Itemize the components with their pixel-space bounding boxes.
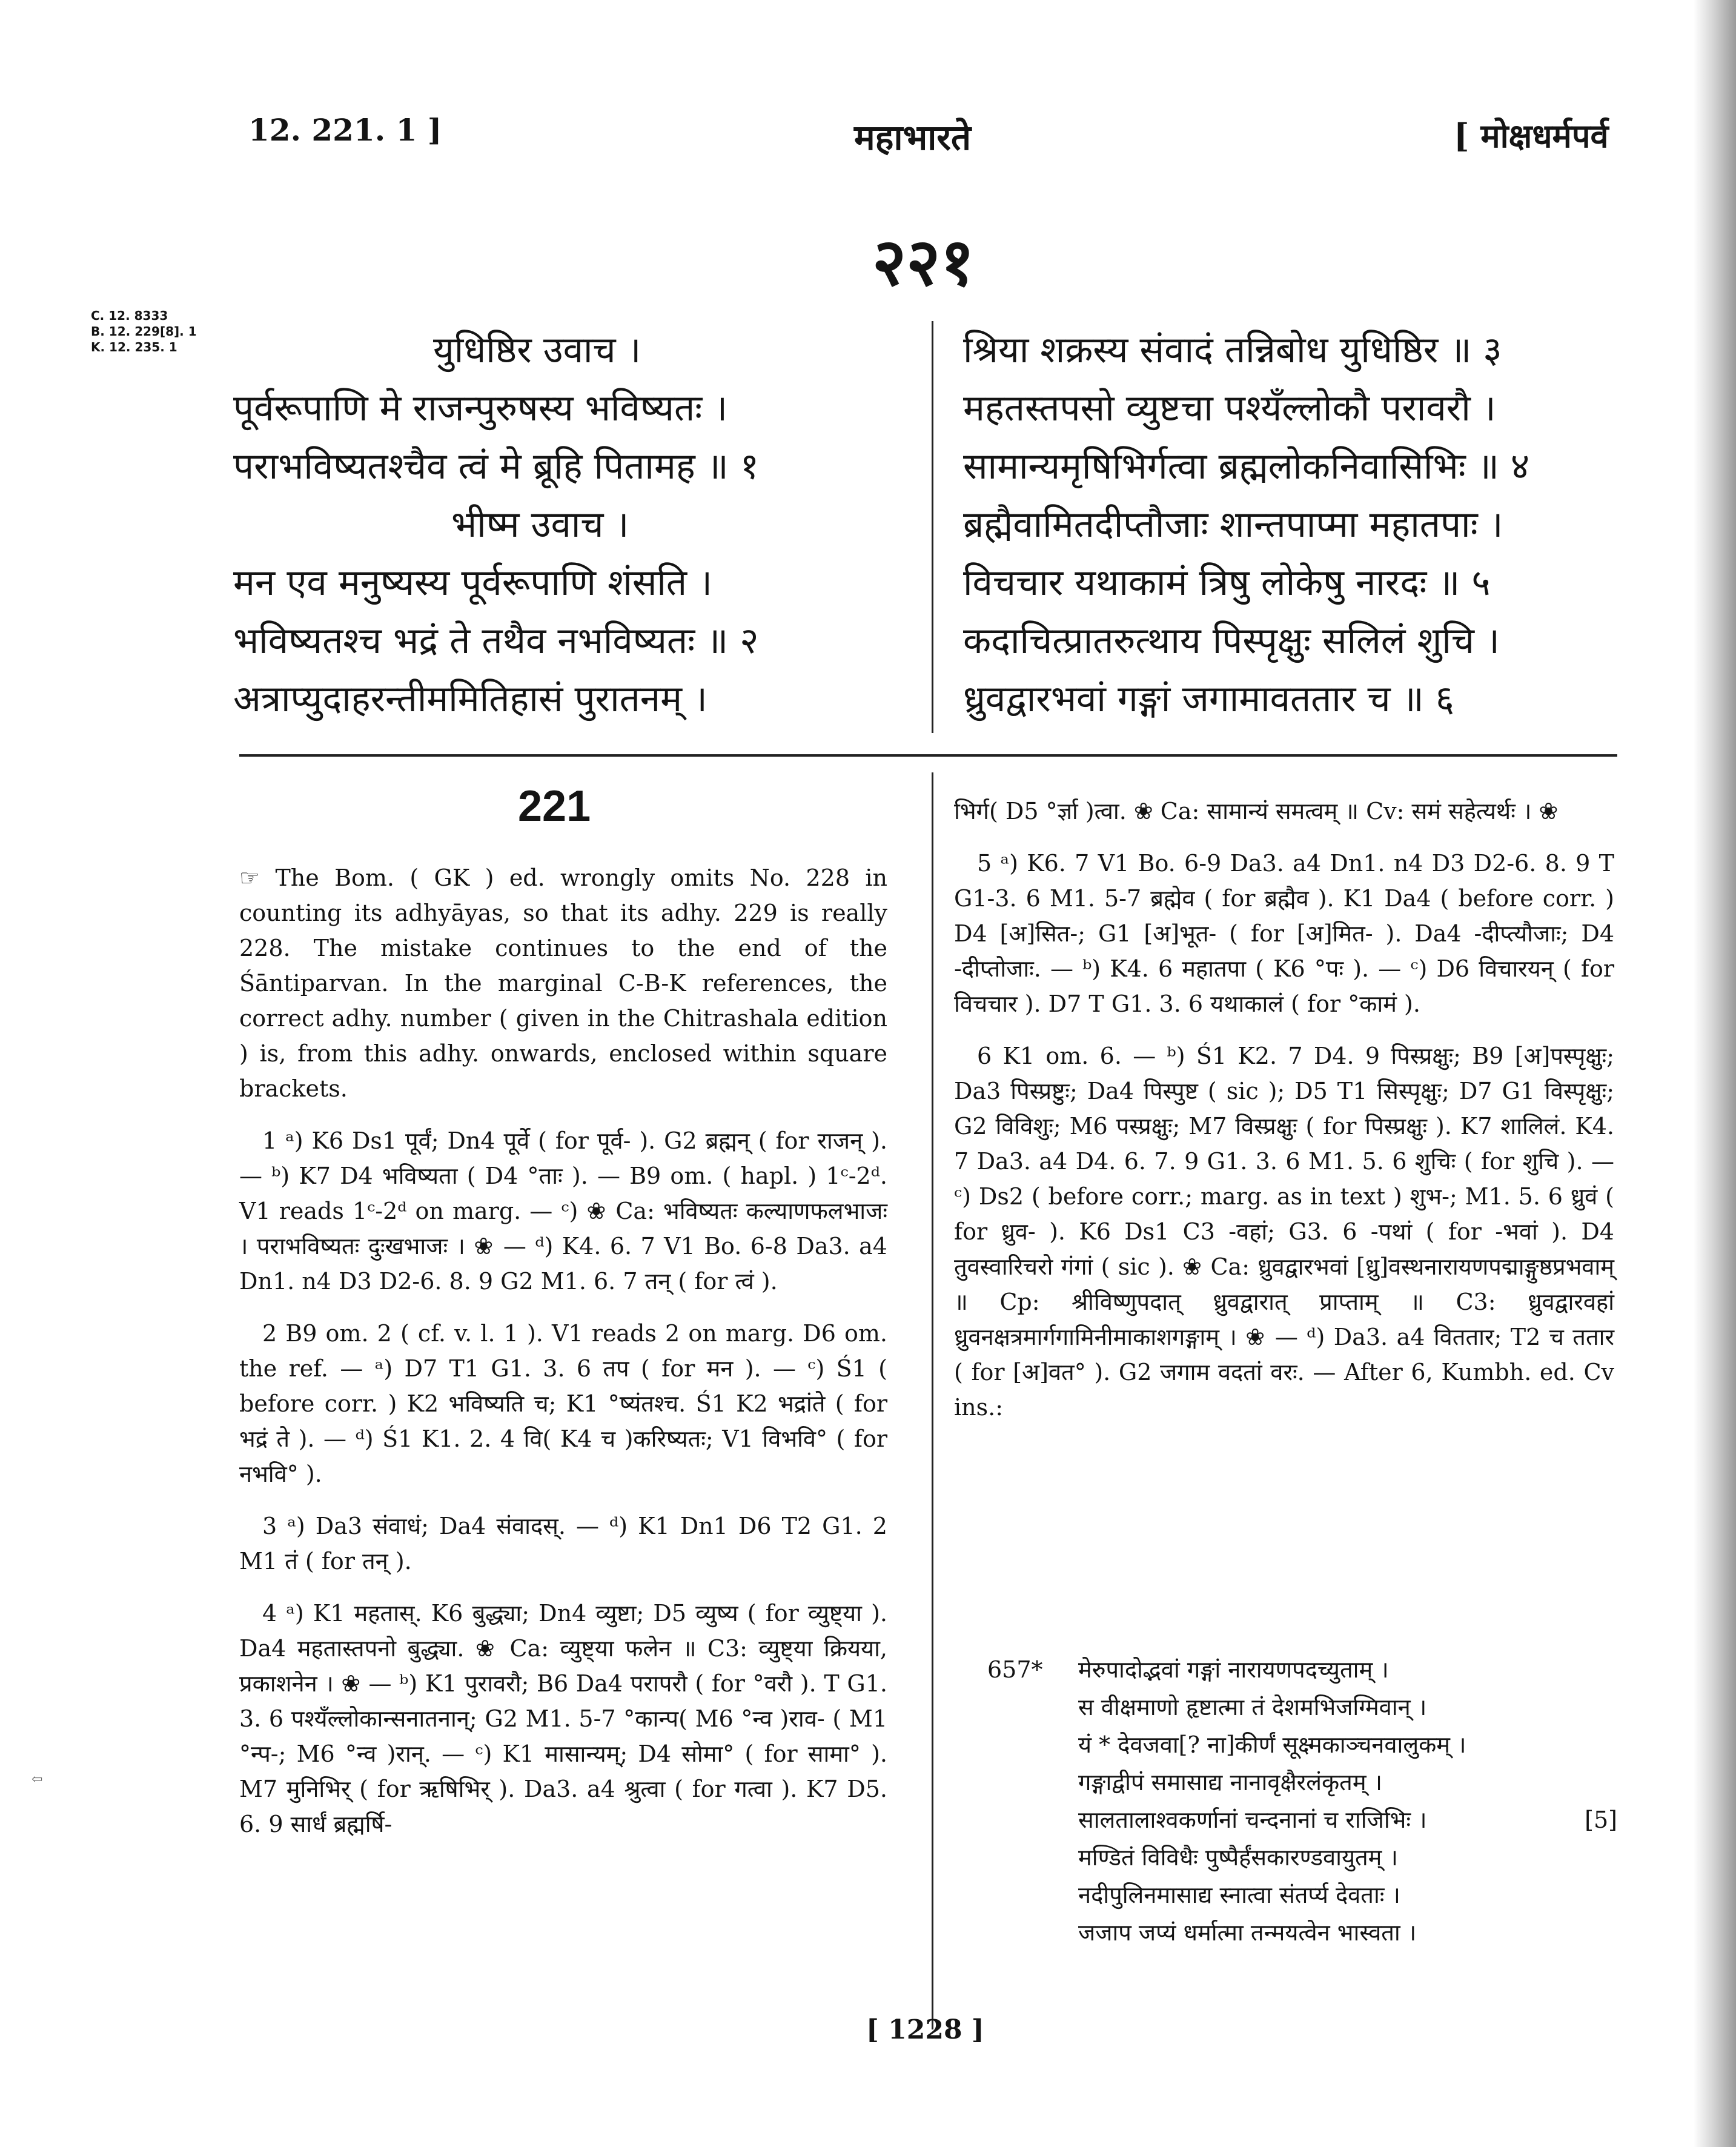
- verse-line: महतस्तपसो व्युष्टचा पश्यँल्लोकौ परावरौ ।: [963, 387, 1496, 430]
- verse-line: कदाचित्प्रातरुत्थाय पिस्पृक्षुः सलिलं शुचि ।: [963, 620, 1500, 662]
- margin-ref: B. 12. 229[8]. 1: [91, 324, 197, 339]
- adhyaya-number: 221: [518, 782, 591, 831]
- critical-notes-left: [239, 860, 887, 1859]
- note-paragraph: 5 ᵃ) K6. 7 V1 Bo. 6-9 Da3. a4 Dn1. n4 D3 D2-6. 8. 9 T G1-3. 6 M1. 5-7 ब्रह्मेव ( for ब्रह्मैव ). K1 Da4 ( before corr. ) D4 [अ]सित-; G1 [अ]भूत- ( for [अ]मित- ). Da4 -दीप्त्यौजाः; D4 -दीप्तोजाः. — ᵇ) K4. 6 महातपा ( K6 °पः ). — ᶜ) D6 विचारयन् ( for विचचार ). D7 T G1. 3. 6 यथाकालं ( for °कामं ).: [954, 850, 1614, 1017]
- verse-line: पराभविष्यतश्चैव त्वं मे ब्रूहि पितामह ॥ १: [233, 445, 759, 488]
- header-reference: 12. 221. 1 ]: [248, 112, 442, 148]
- header-section: [ मोक्षधर्मपर्व: [1454, 116, 1609, 155]
- margin-ref: K. 12. 235. 1: [91, 340, 177, 354]
- margin-mark: ⇦: [31, 1772, 43, 1787]
- verse-line: पूर्वरूपाणि मे राजन्पुरुषस्य भविष्यतः ।: [233, 387, 728, 430]
- note-paragraph: 6 K1 om. 6. — ᵇ) Ś1 K2. 7 D4. 9 पिस्प्रक्षुः; B9 [अ]पस्पृक्षुः; Da3 पिस्प्रष्टुः; Da4 पिस्पुष्ट ( sic ); D5 T1 सिस्पृक्षुः; D7 G1 विस्पृक्षुः; G2 विविशुः; M6 पस्प्रक्षुः; M7 विस्प्रक्षुः ( for पिस्प्रक्षुः ). K7 शालिलं. K4. 7 Da3. a4 D4. 6. 7. 9 G1. 3. 6 M1. 5. 6 शुचिः ( for शुचि ). — ᶜ) Ds2 ( before corr.; marg. as in text ) शुभ-; M1. 5. 6 ध्रुवं ( for ध्रुव- ). K6 Ds1 C3 -वहां; G3. 6 -पथां ( for -भवां ). D4 तुवस्वारिचरो गंगां ( sic ). ❀ Ca: ध्रुवद्वारभवां [ध्रु]वस्थनारायणपद्माङ्गुष्ठप्रभवाम् ॥ Cp: श्रीविष्णुपदात् ध्रुवद्वारात् प्राप्ताम् ॥ C3: ध्रुवद्वारवहां ध्रुवनक्षत्रमार्गगामिनीमाकाशगङ्गाम् । ❀ — ᵈ) Da3. a4 विततार; T2 च ततार ( for [अ]वत° ). G2 जगाम वदतां वरः. — After 6, Kumbh. ed. Cv ins.:: [954, 1043, 1614, 1421]
- note-paragraph: भिर्ग( D5 °र्ज्ञा )त्वा. ❀ Ca: सामान्यं समत्वम् ॥ Cv: समं सहेत्यर्थः । ❀: [954, 798, 1559, 825]
- star-passage-line: जजाप जप्यं धर्मात्मा तन्मयत्वेन भास्वता ।: [1078, 1919, 1417, 1946]
- verse-line: अत्राप्युदाहरन्तीममितिहासं पुरातनम् ।: [233, 678, 707, 720]
- note-paragraph: 4 ᵃ) K1 महतास्. K6 बुद्ध्या; Dn4 व्युष्टा; D5 व्युष्य ( for व्युष्ट्या ). Da4 महतास्तपनो बुद्ध्या. ❀ Ca: व्युष्ट्या फलेन ॥ C3: व्युष्ट्या क्रियया, प्रकाशनेन । ❀ — ᵇ) K1 पुरावरौ; B6 Da4 परापरौ ( for °वरौ ). T G1. 3. 6 पश्यँल्लोकान्सनातनान्; G2 M1. 5-7 °कान्प( M6 °न्व )राव- ( M1 °न्प-; M6 °न्व )रान्. — ᶜ) K1 मासान्यम्; D4 सोमा° ( for सामा° ). M7 मुनिभिर् ( for ऋषिभिर् ). Da3. a4 श्रुत्वा ( for गत्वा ). K7 D5. 6. 9 सार्धं ब्रह्मर्षि-: [239, 1600, 887, 1837]
- verse-line: सामान्यमृषिभिर्गत्वा ब्रह्मलोकनिवासिभिः ॥ ४: [963, 445, 1530, 488]
- star-passage-line: मण्डितं विविधैः पुष्पैर्हंसकारण्डवायुतम् ।: [1078, 1844, 1398, 1871]
- star-passage-line: नदीपुलिनमासाद्य स्नात्वा संतर्प्य देवताः ।: [1078, 1882, 1400, 1908]
- margin-references: [91, 308, 197, 355]
- note-paragraph: 1 ᵃ) K6 Ds1 पूर्वं; Dn4 पूर्वे ( for पूर्व- ). G2 ब्रह्मन् ( for राजन् ). — ᵇ) K7 D4 भविष्यता ( D4 °ताः ). — B9 om. ( hapl. ) 1ᶜ-2ᵈ. V1 reads 1ᶜ-2ᵈ on marg. — ᶜ) ❀ Ca: भविष्यतः कल्याणफलभाजः । पराभविष्यतः दुःखभाजः । ❀ — ᵈ) K4. 6. 7 V1 Bo. 6-8 Da3. a4 Dn1. n4 D3 D2-6. 8. 9 G2 M1. 6. 7 तन् ( for त्वं ).: [239, 1127, 887, 1295]
- critical-notes-right: [954, 794, 1614, 1442]
- pointing-hand-icon: ☞: [239, 864, 260, 891]
- column-divider: [932, 772, 933, 2029]
- adhyaya-numeral-devanagari: २२१: [872, 224, 975, 300]
- verses-left-column: [233, 321, 899, 728]
- star-passage-line: गङ्गाद्वीपं समासाद्य नानावृक्षैरलंकृतम् ।: [1078, 1769, 1383, 1796]
- speaker-heading: भीष्म उवाच ।: [451, 503, 629, 546]
- star-passage-line: यं * देवजवा[? ना]कीर्णं सूक्ष्मकाञ्चनवालुकम् ।: [1078, 1731, 1466, 1758]
- star-passage-line: स वीक्षमाणो हृष्टात्मा तं देशमभिजग्मिवान् ।: [1078, 1694, 1427, 1721]
- note-paragraph: ☞ The Bom. ( GK ) ed. wrongly omits No. 228 in counting its adhyāyas, so that its adhy. 229 is really 228. The mistake continues to the end of the Śāntiparvan. In the marginal C-B-K references, the correct adhy. number ( given in the Chitrashala edition ) is, from this adhy. onwards, enclosed within square brackets.: [239, 864, 887, 1102]
- note-paragraph: 3 ᵃ) Da3 संवाधं; Da4 संवादस्. — ᵈ) K1 Dn1 D6 T2 G1. 2 M1 तं ( for तन् ).: [239, 1513, 887, 1575]
- star-passage: [987, 1651, 1617, 1951]
- column-divider: [932, 321, 933, 733]
- verse-line: श्रिया शक्रस्य संवादं तन्निबोध युधिष्ठिर ॥ ३: [963, 329, 1502, 371]
- page-number: [ 1228 ]: [866, 2014, 984, 2045]
- verse-line: विचचार यथाकामं त्रिषु लोकेषु नारदः ॥ ५: [963, 562, 1491, 604]
- note-paragraph: 2 B9 om. 2 ( cf. v. l. 1 ). V1 reads 2 on marg. D6 om. the ref. — ᵃ) D7 T1 G1. 3. 6 तप ( for मन ). — ᶜ) Ś1 ( before corr. ) K2 भविष्यति च; K1 °ष्यंतश्च. Ś1 K2 भद्रांते ( for भद्रं ते ). — ᵈ) Ś1 K1. 2. 4 वि( K4 च )करिष्यतः; V1 विभवि° ( for नभवि° ).: [239, 1320, 887, 1487]
- verse-line: ब्रह्मैवामितदीप्तौजाः शान्तपाप्मा महातपाः ।: [963, 503, 1503, 546]
- section-rule: [239, 754, 1617, 757]
- verse-line: भविष्यतश्च भद्रं ते तथैव नभविष्यतः ॥ २: [233, 620, 759, 662]
- star-passage-number: 657*: [987, 1656, 1043, 1683]
- margin-ref: C. 12. 8333: [91, 308, 168, 323]
- verse-line: मन एव मनुष्यस्य पूर्वरूपाणि शंसति ।: [233, 562, 712, 604]
- star-passage-line: मेरुपादोद्भवां गङ्गां नारायणपदच्युताम् ।: [1078, 1656, 1389, 1683]
- verse-line: ध्रुवद्वारभवां गङ्गां जगामावततार च ॥ ६: [963, 678, 1454, 720]
- line-count-mark: [5]: [1585, 1807, 1617, 1833]
- star-passage-line: सालतालाश्वकर्णानां चन्दनानां च राजिभिः । [5]: [987, 1801, 1617, 1839]
- header-title: महाभारते: [854, 117, 972, 158]
- verses-right-column: [963, 321, 1623, 728]
- speaker-heading: युधिष्ठिर उवाच ।: [433, 329, 641, 371]
- page-edge-shadow: [1694, 0, 1736, 2147]
